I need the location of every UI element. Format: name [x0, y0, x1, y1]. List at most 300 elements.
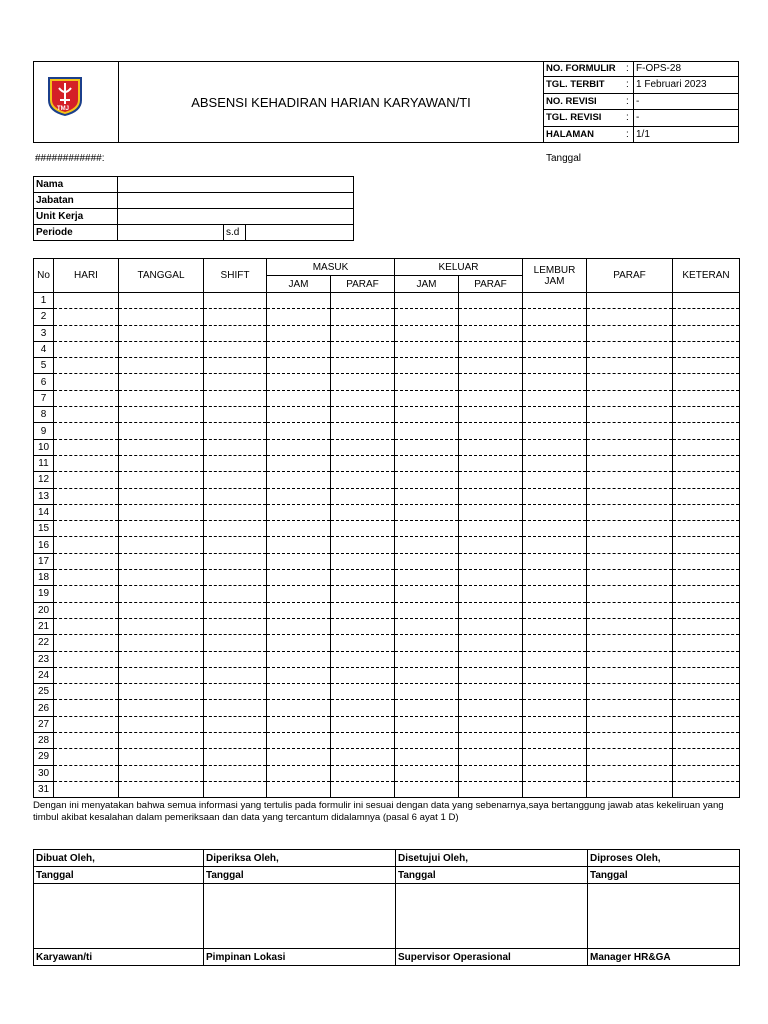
table-cell[interactable]	[587, 521, 673, 537]
table-cell[interactable]	[204, 537, 267, 553]
table-cell[interactable]	[54, 553, 119, 569]
table-cell[interactable]	[587, 423, 673, 439]
table-cell[interactable]	[119, 618, 204, 634]
table-cell[interactable]	[331, 716, 395, 732]
table-cell[interactable]	[523, 423, 587, 439]
table-cell[interactable]	[54, 733, 119, 749]
table-cell[interactable]	[54, 716, 119, 732]
table-cell[interactable]	[331, 455, 395, 471]
table-cell[interactable]	[54, 700, 119, 716]
sig-space[interactable]	[204, 884, 396, 949]
table-cell[interactable]	[587, 618, 673, 634]
table-cell[interactable]	[459, 455, 523, 471]
table-cell[interactable]	[331, 667, 395, 683]
table-cell[interactable]	[395, 407, 459, 423]
table-cell[interactable]	[395, 781, 459, 797]
table-cell[interactable]	[395, 341, 459, 357]
table-cell[interactable]	[395, 553, 459, 569]
table-cell[interactable]	[54, 667, 119, 683]
table-cell[interactable]	[459, 537, 523, 553]
table-cell[interactable]	[673, 586, 740, 602]
table-cell[interactable]	[54, 390, 119, 406]
table-cell[interactable]	[119, 374, 204, 390]
table-cell[interactable]	[119, 325, 204, 341]
table-cell[interactable]	[204, 358, 267, 374]
table-cell[interactable]	[331, 765, 395, 781]
table-cell[interactable]	[523, 733, 587, 749]
table-cell[interactable]	[331, 553, 395, 569]
table-cell[interactable]	[267, 521, 331, 537]
table-cell[interactable]	[523, 635, 587, 651]
table-cell[interactable]	[267, 716, 331, 732]
table-cell[interactable]	[54, 684, 119, 700]
table-cell[interactable]	[673, 781, 740, 797]
table-cell[interactable]	[54, 439, 119, 455]
table-cell[interactable]	[267, 700, 331, 716]
table-cell[interactable]	[673, 504, 740, 520]
table-cell[interactable]	[267, 358, 331, 374]
table-cell[interactable]	[587, 667, 673, 683]
table-cell[interactable]	[54, 374, 119, 390]
table-cell[interactable]	[459, 602, 523, 618]
table-cell[interactable]	[395, 618, 459, 634]
table-cell[interactable]	[331, 374, 395, 390]
table-cell[interactable]	[54, 358, 119, 374]
unit-field[interactable]	[118, 209, 354, 225]
table-cell[interactable]	[54, 309, 119, 325]
table-cell[interactable]	[459, 749, 523, 765]
table-cell[interactable]	[119, 455, 204, 471]
table-cell[interactable]	[673, 309, 740, 325]
table-cell[interactable]	[459, 504, 523, 520]
table-cell[interactable]	[587, 325, 673, 341]
table-cell[interactable]	[587, 439, 673, 455]
table-cell[interactable]	[267, 390, 331, 406]
table-cell[interactable]	[331, 488, 395, 504]
table-cell[interactable]	[459, 553, 523, 569]
table-cell[interactable]	[587, 390, 673, 406]
table-cell[interactable]	[395, 700, 459, 716]
table-cell[interactable]	[395, 488, 459, 504]
table-cell[interactable]	[673, 570, 740, 586]
table-cell[interactable]	[673, 635, 740, 651]
table-cell[interactable]	[267, 635, 331, 651]
table-cell[interactable]	[267, 667, 331, 683]
table-cell[interactable]	[587, 684, 673, 700]
sig-space[interactable]	[396, 884, 588, 949]
table-cell[interactable]	[331, 586, 395, 602]
table-cell[interactable]	[673, 390, 740, 406]
table-cell[interactable]	[204, 667, 267, 683]
table-cell[interactable]	[204, 293, 267, 309]
table-cell[interactable]	[119, 309, 204, 325]
table-cell[interactable]	[204, 586, 267, 602]
nama-field[interactable]	[118, 177, 354, 193]
table-cell[interactable]	[204, 765, 267, 781]
table-cell[interactable]	[395, 521, 459, 537]
table-cell[interactable]	[204, 684, 267, 700]
table-cell[interactable]	[119, 602, 204, 618]
table-cell[interactable]	[587, 635, 673, 651]
table-cell[interactable]	[395, 374, 459, 390]
table-cell[interactable]	[267, 325, 331, 341]
table-cell[interactable]	[587, 407, 673, 423]
table-cell[interactable]	[673, 537, 740, 553]
table-cell[interactable]	[267, 488, 331, 504]
table-cell[interactable]	[119, 439, 204, 455]
table-cell[interactable]	[119, 472, 204, 488]
table-cell[interactable]	[267, 407, 331, 423]
table-cell[interactable]	[459, 341, 523, 357]
table-cell[interactable]	[331, 733, 395, 749]
table-cell[interactable]	[331, 521, 395, 537]
table-cell[interactable]	[587, 488, 673, 504]
table-cell[interactable]	[395, 358, 459, 374]
table-cell[interactable]	[54, 504, 119, 520]
table-cell[interactable]	[267, 423, 331, 439]
table-cell[interactable]	[54, 781, 119, 797]
table-cell[interactable]	[119, 341, 204, 357]
table-cell[interactable]	[331, 570, 395, 586]
table-cell[interactable]	[331, 504, 395, 520]
table-cell[interactable]	[587, 358, 673, 374]
table-cell[interactable]	[204, 472, 267, 488]
table-cell[interactable]	[331, 472, 395, 488]
table-cell[interactable]	[587, 455, 673, 471]
table-cell[interactable]	[459, 325, 523, 341]
table-cell[interactable]	[587, 293, 673, 309]
table-cell[interactable]	[587, 733, 673, 749]
table-cell[interactable]	[331, 325, 395, 341]
sig-space[interactable]	[588, 884, 740, 949]
table-cell[interactable]	[395, 439, 459, 455]
table-cell[interactable]	[119, 781, 204, 797]
table-cell[interactable]	[267, 618, 331, 634]
table-cell[interactable]	[267, 733, 331, 749]
table-cell[interactable]	[673, 749, 740, 765]
table-cell[interactable]	[54, 635, 119, 651]
table-cell[interactable]	[587, 374, 673, 390]
table-cell[interactable]	[523, 309, 587, 325]
table-cell[interactable]	[204, 504, 267, 520]
table-cell[interactable]	[119, 407, 204, 423]
table-cell[interactable]	[587, 651, 673, 667]
jabatan-field[interactable]	[118, 193, 354, 209]
table-cell[interactable]	[459, 635, 523, 651]
table-cell[interactable]	[267, 537, 331, 553]
table-cell[interactable]	[54, 407, 119, 423]
table-cell[interactable]	[395, 537, 459, 553]
table-cell[interactable]	[395, 716, 459, 732]
table-cell[interactable]	[523, 667, 587, 683]
table-cell[interactable]	[204, 602, 267, 618]
table-cell[interactable]	[331, 407, 395, 423]
table-cell[interactable]	[204, 570, 267, 586]
table-cell[interactable]	[119, 684, 204, 700]
table-cell[interactable]	[331, 293, 395, 309]
table-cell[interactable]	[523, 455, 587, 471]
table-cell[interactable]	[395, 635, 459, 651]
table-cell[interactable]	[459, 570, 523, 586]
table-cell[interactable]	[459, 439, 523, 455]
table-cell[interactable]	[459, 700, 523, 716]
table-cell[interactable]	[54, 423, 119, 439]
table-cell[interactable]	[395, 504, 459, 520]
table-cell[interactable]	[331, 781, 395, 797]
table-cell[interactable]	[523, 341, 587, 357]
table-cell[interactable]	[587, 700, 673, 716]
table-cell[interactable]	[587, 472, 673, 488]
table-cell[interactable]	[204, 325, 267, 341]
table-cell[interactable]	[204, 423, 267, 439]
table-cell[interactable]	[267, 602, 331, 618]
table-cell[interactable]	[267, 651, 331, 667]
table-cell[interactable]	[204, 309, 267, 325]
table-cell[interactable]	[331, 651, 395, 667]
table-cell[interactable]	[673, 765, 740, 781]
table-cell[interactable]	[331, 439, 395, 455]
table-cell[interactable]	[587, 553, 673, 569]
table-cell[interactable]	[119, 488, 204, 504]
table-cell[interactable]	[523, 651, 587, 667]
table-cell[interactable]	[395, 472, 459, 488]
table-cell[interactable]	[395, 667, 459, 683]
table-cell[interactable]	[523, 781, 587, 797]
table-cell[interactable]	[523, 521, 587, 537]
table-cell[interactable]	[395, 684, 459, 700]
table-cell[interactable]	[673, 472, 740, 488]
table-cell[interactable]	[331, 390, 395, 406]
table-cell[interactable]	[204, 455, 267, 471]
table-cell[interactable]	[54, 455, 119, 471]
table-cell[interactable]	[459, 618, 523, 634]
table-cell[interactable]	[119, 504, 204, 520]
table-cell[interactable]	[587, 716, 673, 732]
table-cell[interactable]	[673, 358, 740, 374]
table-cell[interactable]	[395, 733, 459, 749]
table-cell[interactable]	[267, 504, 331, 520]
table-cell[interactable]	[54, 651, 119, 667]
table-cell[interactable]	[673, 618, 740, 634]
table-cell[interactable]	[54, 293, 119, 309]
table-cell[interactable]	[331, 684, 395, 700]
table-cell[interactable]	[204, 553, 267, 569]
table-cell[interactable]	[395, 423, 459, 439]
table-cell[interactable]	[119, 586, 204, 602]
table-cell[interactable]	[119, 651, 204, 667]
periode-end-field[interactable]	[246, 225, 354, 241]
table-cell[interactable]	[204, 749, 267, 765]
table-cell[interactable]	[119, 570, 204, 586]
table-cell[interactable]	[267, 553, 331, 569]
table-cell[interactable]	[204, 651, 267, 667]
table-cell[interactable]	[523, 407, 587, 423]
table-cell[interactable]	[267, 684, 331, 700]
table-cell[interactable]	[267, 293, 331, 309]
table-cell[interactable]	[395, 455, 459, 471]
table-cell[interactable]	[459, 423, 523, 439]
table-cell[interactable]	[119, 390, 204, 406]
table-cell[interactable]	[331, 749, 395, 765]
table-cell[interactable]	[267, 439, 331, 455]
table-cell[interactable]	[204, 716, 267, 732]
table-cell[interactable]	[587, 570, 673, 586]
table-cell[interactable]	[673, 716, 740, 732]
table-cell[interactable]	[267, 765, 331, 781]
table-cell[interactable]	[587, 586, 673, 602]
table-cell[interactable]	[587, 781, 673, 797]
table-cell[interactable]	[119, 293, 204, 309]
table-cell[interactable]	[673, 455, 740, 471]
table-cell[interactable]	[54, 602, 119, 618]
table-cell[interactable]	[395, 749, 459, 765]
table-cell[interactable]	[395, 309, 459, 325]
table-cell[interactable]	[395, 651, 459, 667]
table-cell[interactable]	[673, 651, 740, 667]
table-cell[interactable]	[54, 521, 119, 537]
table-cell[interactable]	[587, 341, 673, 357]
table-cell[interactable]	[459, 684, 523, 700]
table-cell[interactable]	[119, 537, 204, 553]
table-cell[interactable]	[459, 667, 523, 683]
table-cell[interactable]	[459, 733, 523, 749]
table-cell[interactable]	[204, 374, 267, 390]
table-cell[interactable]	[459, 765, 523, 781]
table-cell[interactable]	[673, 439, 740, 455]
table-cell[interactable]	[119, 667, 204, 683]
table-cell[interactable]	[54, 488, 119, 504]
table-cell[interactable]	[267, 309, 331, 325]
table-cell[interactable]	[54, 765, 119, 781]
table-cell[interactable]	[54, 749, 119, 765]
table-cell[interactable]	[119, 749, 204, 765]
table-cell[interactable]	[331, 537, 395, 553]
table-cell[interactable]	[267, 374, 331, 390]
table-cell[interactable]	[119, 700, 204, 716]
table-cell[interactable]	[673, 602, 740, 618]
table-cell[interactable]	[459, 374, 523, 390]
table-cell[interactable]	[267, 749, 331, 765]
table-cell[interactable]	[587, 309, 673, 325]
table-cell[interactable]	[673, 553, 740, 569]
table-cell[interactable]	[673, 521, 740, 537]
table-cell[interactable]	[204, 618, 267, 634]
table-cell[interactable]	[587, 749, 673, 765]
table-cell[interactable]	[119, 716, 204, 732]
table-cell[interactable]	[331, 423, 395, 439]
table-cell[interactable]	[267, 455, 331, 471]
table-cell[interactable]	[331, 602, 395, 618]
table-cell[interactable]	[523, 488, 587, 504]
table-cell[interactable]	[587, 537, 673, 553]
table-cell[interactable]	[523, 390, 587, 406]
table-cell[interactable]	[54, 472, 119, 488]
table-cell[interactable]	[523, 716, 587, 732]
table-cell[interactable]	[331, 700, 395, 716]
table-cell[interactable]	[331, 358, 395, 374]
table-cell[interactable]	[267, 781, 331, 797]
table-cell[interactable]	[523, 618, 587, 634]
table-cell[interactable]	[523, 684, 587, 700]
table-cell[interactable]	[673, 293, 740, 309]
table-cell[interactable]	[204, 700, 267, 716]
table-cell[interactable]	[459, 586, 523, 602]
table-cell[interactable]	[395, 586, 459, 602]
table-cell[interactable]	[395, 293, 459, 309]
table-cell[interactable]	[523, 504, 587, 520]
table-cell[interactable]	[673, 325, 740, 341]
table-cell[interactable]	[673, 684, 740, 700]
table-cell[interactable]	[523, 472, 587, 488]
table-cell[interactable]	[204, 439, 267, 455]
sig-space[interactable]	[34, 884, 204, 949]
table-cell[interactable]	[673, 700, 740, 716]
table-cell[interactable]	[523, 586, 587, 602]
table-cell[interactable]	[119, 635, 204, 651]
table-cell[interactable]	[395, 390, 459, 406]
table-cell[interactable]	[54, 618, 119, 634]
table-cell[interactable]	[331, 309, 395, 325]
table-cell[interactable]	[459, 716, 523, 732]
table-cell[interactable]	[587, 765, 673, 781]
table-cell[interactable]	[523, 553, 587, 569]
table-cell[interactable]	[119, 733, 204, 749]
table-cell[interactable]	[204, 781, 267, 797]
table-cell[interactable]	[523, 293, 587, 309]
table-cell[interactable]	[204, 521, 267, 537]
table-cell[interactable]	[523, 358, 587, 374]
table-cell[interactable]	[523, 537, 587, 553]
table-cell[interactable]	[54, 325, 119, 341]
table-cell[interactable]	[204, 407, 267, 423]
table-cell[interactable]	[267, 586, 331, 602]
table-cell[interactable]	[119, 521, 204, 537]
table-cell[interactable]	[523, 765, 587, 781]
table-cell[interactable]	[119, 765, 204, 781]
table-cell[interactable]	[673, 341, 740, 357]
table-cell[interactable]	[523, 374, 587, 390]
table-cell[interactable]	[673, 667, 740, 683]
table-cell[interactable]	[459, 293, 523, 309]
table-cell[interactable]	[54, 586, 119, 602]
table-cell[interactable]	[459, 472, 523, 488]
table-cell[interactable]	[523, 602, 587, 618]
table-cell[interactable]	[204, 488, 267, 504]
table-cell[interactable]	[331, 635, 395, 651]
table-cell[interactable]	[459, 407, 523, 423]
table-cell[interactable]	[459, 309, 523, 325]
table-cell[interactable]	[523, 700, 587, 716]
table-cell[interactable]	[54, 537, 119, 553]
table-cell[interactable]	[523, 325, 587, 341]
table-cell[interactable]	[204, 390, 267, 406]
table-cell[interactable]	[395, 602, 459, 618]
table-cell[interactable]	[267, 341, 331, 357]
periode-start-field[interactable]	[118, 225, 224, 241]
table-cell[interactable]	[459, 390, 523, 406]
table-cell[interactable]	[587, 602, 673, 618]
table-cell[interactable]	[673, 374, 740, 390]
table-cell[interactable]	[204, 733, 267, 749]
table-cell[interactable]	[267, 570, 331, 586]
table-cell[interactable]	[459, 521, 523, 537]
table-cell[interactable]	[673, 733, 740, 749]
table-cell[interactable]	[54, 341, 119, 357]
table-cell[interactable]	[459, 488, 523, 504]
table-cell[interactable]	[267, 472, 331, 488]
table-cell[interactable]	[523, 439, 587, 455]
table-cell[interactable]	[673, 423, 740, 439]
